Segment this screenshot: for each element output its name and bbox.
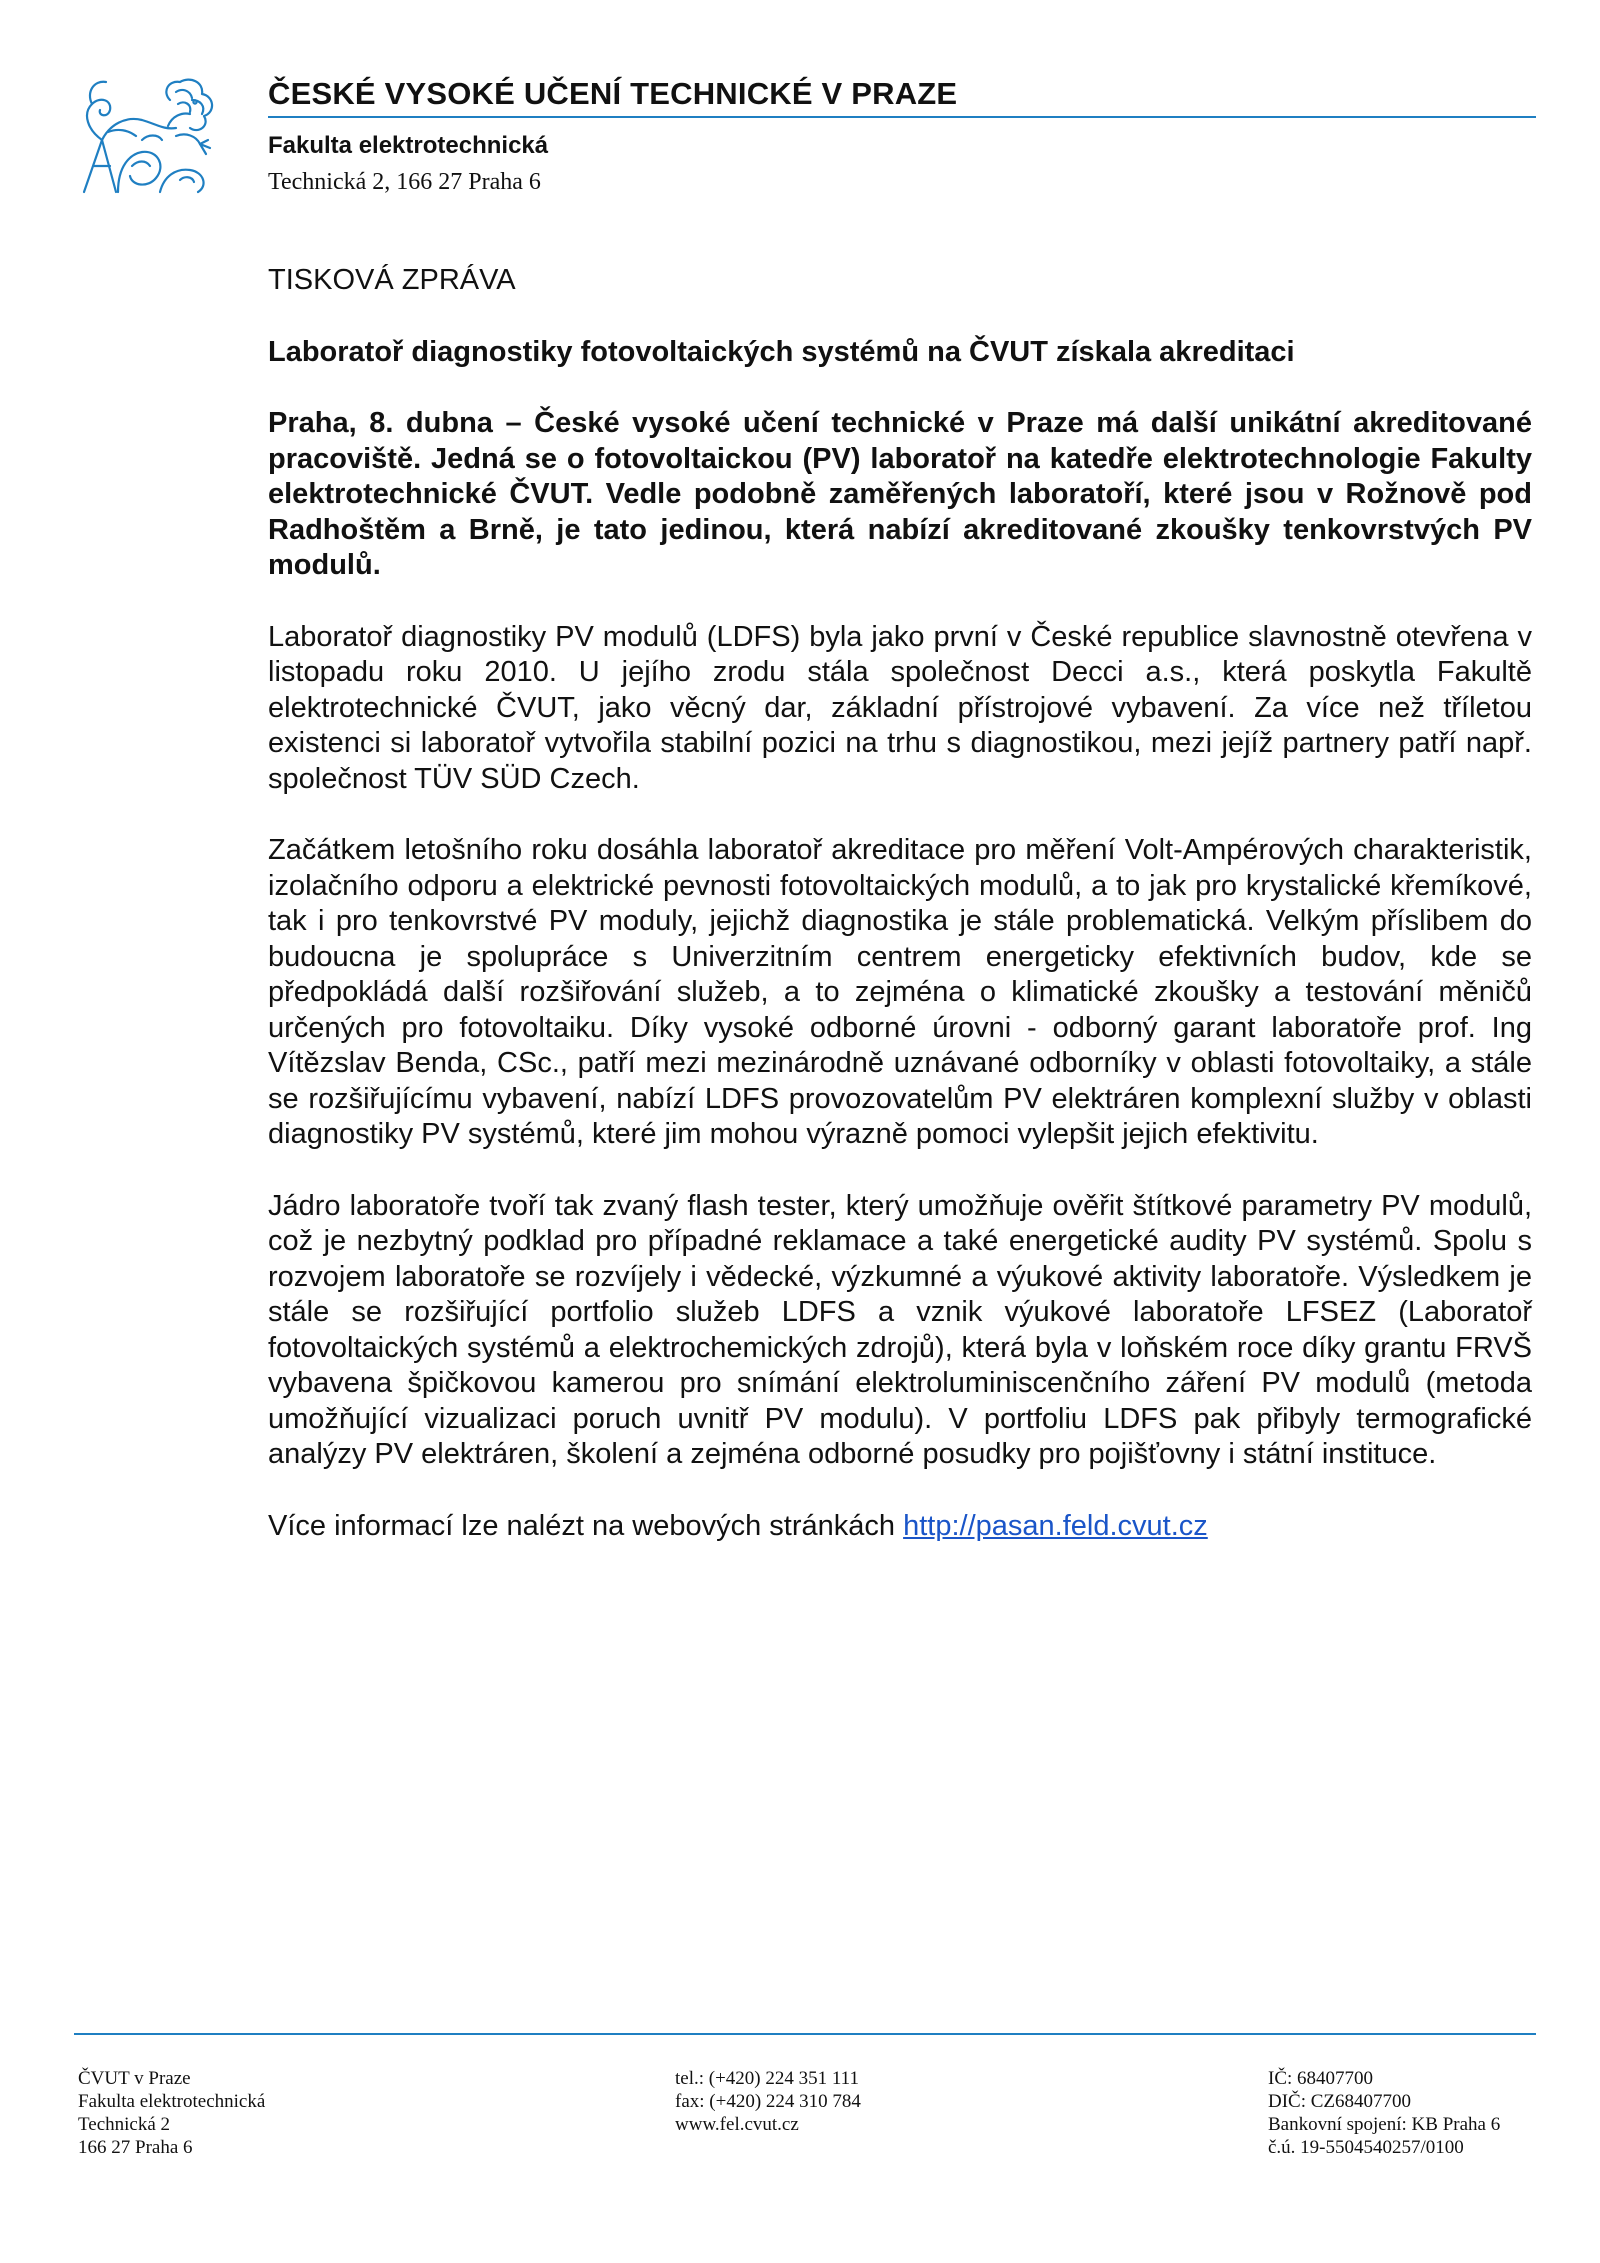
more-info-line: [268, 1509, 1532, 1545]
ctu-lion-logo-icon: [72, 70, 232, 200]
paragraph: Jádro laboratoře tvoří tak zvaný flash tester, který umožňuje ověřit štítkové parametry PV modulů, což je nezbytný podklad pro případné reklamace a také energetické audity PV systémů. Spolu s rozvojem laboratoře se rozvíjely i vědecké, výzkumné a výukové aktivity laboratoře. Výsledkem je stále se rozšiřující portfolio služeb LDFS a vznik výukové laboratoře LFSEZ (Laboratoř fotovoltaických systémů a elektrochemických zdrojů), která byla v loňském roce díky grantu FRVŠ vybavena špičkovou kamerou pro snímání elektroluminiscenčního záření PV modulů (metoda umožňující vizualizaci poruch uvnitř PV modulu). V portfoliu LDFS pak přibyly termografické analýzy PV elektráren, školení a zejména odborné posudky pro pojišťovny i státní instituce.: [268, 1189, 1532, 1470]
footer-line: 166 27 Praha 6: [78, 2137, 193, 2158]
footer-bank: Bankovní spojení: KB Praha 6: [1268, 2114, 1501, 2135]
footer-account: č.ú. 19-5504540257/0100: [1268, 2137, 1464, 2158]
letterhead: [268, 76, 1536, 196]
footer-fax: fax: (+420) 224 310 784: [675, 2091, 861, 2112]
footer-line: Fakulta elektrotechnická: [78, 2091, 266, 2112]
headline: Laboratoř diagnostiky fotovoltaických systémů na ČVUT získala akreditaci: [268, 336, 1295, 368]
footer-phone: tel.: (+420) 224 351 111: [675, 2068, 859, 2089]
more-info-text: Více informací lze nalézt na webových stránkách: [268, 1509, 896, 1542]
website-link[interactable]: http://pasan.feld.cvut.cz: [903, 1509, 1208, 1542]
press-release-body: [268, 262, 1532, 1544]
header-divider: [268, 116, 1536, 118]
document-type: TISKOVÁ ZPRÁVA: [268, 264, 516, 296]
paragraph: Laboratoř diagnostiky PV modulů (LDFS) byla jako první v České republice slavnostně otevřena v listopadu roku 2010. U jejího zrodu stála společnost Decci a.s., která poskytla Fakultě elektrotechnické ČVUT, jako věcný dar, základní přístrojové vybavení. Za více než tříletou existenci si laboratoř vytvořila stabilní pozici na trhu s diagnostikou, mezi jejíž partnery patří např. společnost TÜV SÜD Czech.: [268, 620, 1532, 795]
footer-address-column: [78, 2067, 265, 2159]
footer-line: ČVUT v Praze: [78, 2068, 191, 2089]
faculty-address: Technická 2, 166 27 Praha 6: [268, 169, 541, 195]
university-name: ČESKÉ VYSOKÉ UČENÍ TECHNICKÉ V PRAZE: [268, 76, 958, 111]
faculty-name: Fakulta elektrotechnická: [268, 132, 549, 159]
paragraph: Začátkem letošního roku dosáhla laboratoř akreditace pro měření Volt-Ampérových charakteristik, izolačního odporu a elektrické pevnosti fotovoltaických modulů, a to jak pro krystalické křemíkové, tak i pro tenkovrstvé PV moduly, jejichž diagnostika je stále problematická. Velkým příslibem do budoucna je spolupráce s Univerzitním centrem energeticky efektivních budov, kde se předpokládá další rozšiřování služeb, a to zejména o klimatické zkoušky a testování měničů určených pro fotovoltaiku. Díky vysoké odborné úrovni - odborný garant laboratoře prof. Ing Vítězslav Benda, CSc., patří mezi mezinárodně uznávané odborníky v oblasti fotovoltaiky, a stále se rozšiřujícímu vybavení, nabízí LDFS provozovatelům PV elektráren komplexní služby v oblasti diagnostiky PV systémů, které jim mohou výrazně pomoci vylepšit jejich efektivitu.: [268, 834, 1532, 1150]
footer-website: www.fel.cvut.cz: [675, 2114, 799, 2135]
footer-bank-column: [1268, 2067, 1500, 2159]
footer-line: Technická 2: [78, 2114, 171, 2135]
footer-dic: DIČ: CZ68407700: [1268, 2091, 1412, 2112]
lead-paragraph: Praha, 8. dubna – České vysoké učení technické v Praze má další unikátní akreditované pracoviště. Jedná se o fotovoltaickou (PV) laboratoř na katedře elektrotechnologie Fakulty elektrotechnické ČVUT. Vedle podobně zaměřených laboratoří, které jsou v Rožnově pod Radhoštěm a Brně, je tato jedinou, která nabízí akreditované zkoušky tenkovrstvých PV modulů.: [268, 407, 1532, 581]
footer-divider: [74, 2033, 1536, 2035]
footer-ico: IČ: 68407700: [1268, 2068, 1374, 2089]
footer-contact-column: [675, 2067, 861, 2136]
